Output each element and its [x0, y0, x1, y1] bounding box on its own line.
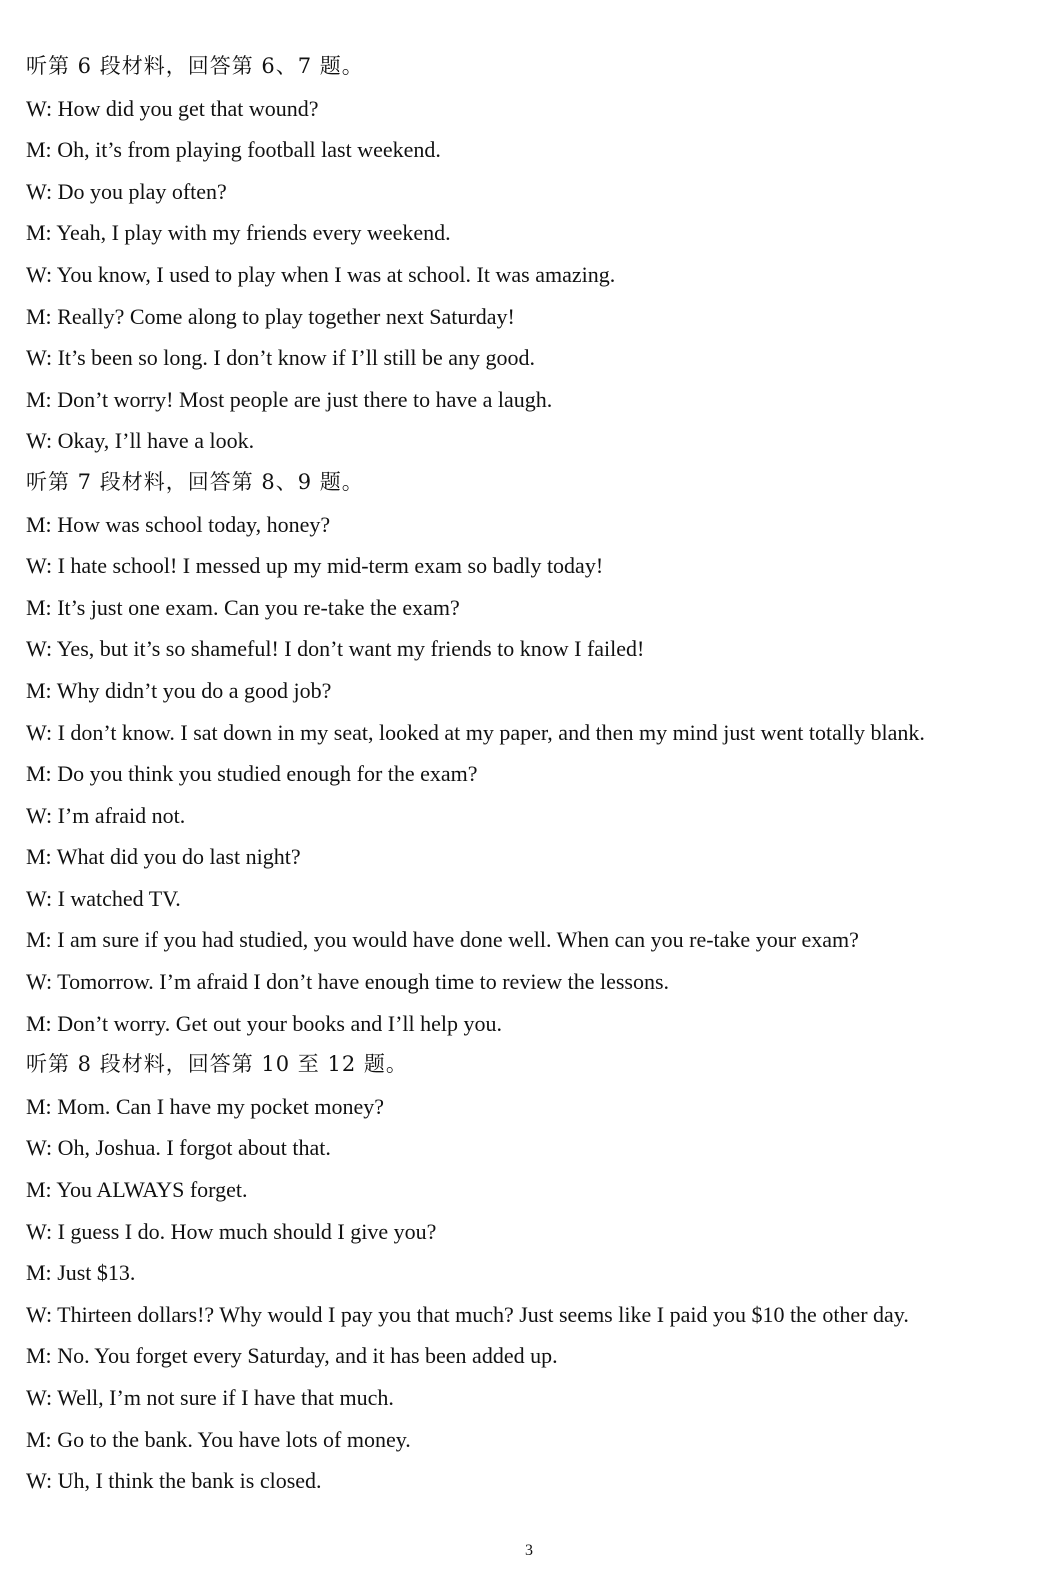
dialogue-text: You ALWAYS forget.	[56, 1177, 248, 1203]
dialogue-text: Really? Come along to play together next Saturday!	[57, 303, 515, 329]
speaker-label: M:	[26, 594, 52, 620]
speaker-label: W:	[26, 885, 53, 911]
dialogue-line	[26, 545, 1030, 587]
dialogue-line	[26, 212, 1030, 254]
dialogue-line	[26, 878, 1030, 920]
speaker-label: W:	[26, 636, 53, 662]
dialogue-text: I guess I do. How much should I give you?	[57, 1218, 437, 1244]
dialogue-text: How did you get that wound?	[57, 95, 319, 121]
speaker-label: M:	[26, 1177, 52, 1203]
dialogue-text: How was school today, honey?	[57, 511, 331, 537]
section-heading: 听第 6 段材料，回答第 6、7 题。	[26, 54, 364, 78]
dialogue-text: Okay, I’ll have a look.	[57, 428, 255, 454]
speaker-label: W:	[26, 1218, 53, 1244]
speaker-label: M:	[26, 220, 52, 246]
dialogue-line	[26, 712, 1030, 754]
dialogue-line	[26, 254, 1030, 296]
dialogue-text: I watched TV.	[57, 885, 181, 911]
speaker-label: W:	[26, 1301, 53, 1327]
dialogue-line	[26, 1377, 1030, 1419]
speaker-label: W:	[26, 1468, 53, 1494]
dialogue-line	[26, 1335, 1030, 1377]
dialogue-text: I’m afraid not.	[57, 802, 186, 828]
dialogue-line	[26, 1419, 1030, 1461]
dialogue-text: Uh, I think the bank is closed.	[57, 1468, 322, 1494]
dialogue-line	[26, 1460, 1030, 1502]
dialogue-line	[26, 1252, 1030, 1294]
dialogue-text: Yeah, I play with my friends every weekend.	[56, 220, 451, 246]
dialogue-text: Why didn’t you do a good job?	[56, 677, 332, 703]
dialogue-text: Tomorrow. I’m afraid I don’t have enough time to review the lessons.	[57, 969, 670, 995]
speaker-label: M:	[26, 761, 52, 787]
speaker-label: W:	[26, 969, 53, 995]
dialogue-line	[26, 296, 1030, 338]
dialogue-text: I am sure if you had studied, you would have done well. When can you re-take your exam?	[57, 927, 859, 953]
dialogue-line	[26, 337, 1030, 379]
speaker-label: W:	[26, 95, 53, 121]
speaker-label: M:	[26, 1343, 52, 1369]
dialogue-line	[26, 753, 1030, 795]
dialogue-line	[26, 1003, 1030, 1045]
dialogue-text: Don’t worry! Most people are just there to have a laugh.	[57, 386, 553, 412]
dialogue-text: No. You forget every Saturday, and it has been added up.	[57, 1343, 558, 1369]
dialogue-line	[26, 836, 1030, 878]
dialogue-text: I don’t know. I sat down in my seat, looked at my paper, and then my mind just went totally blank.	[57, 719, 925, 745]
dialogue-line	[26, 504, 1030, 546]
dialogue-line	[26, 171, 1030, 213]
dialogue-text: What did you do last night?	[56, 844, 301, 870]
dialogue-line	[26, 587, 1030, 629]
dialogue-line	[26, 88, 1030, 130]
dialogue-line	[26, 961, 1030, 1003]
dialogue-line	[26, 1086, 1030, 1128]
dialogue-line	[26, 1169, 1030, 1211]
speaker-label: M:	[26, 927, 52, 953]
dialogue-line	[26, 420, 1030, 462]
dialogue-text: Oh, it’s from playing football last weekend.	[57, 137, 441, 163]
speaker-label: M:	[26, 1426, 52, 1452]
speaker-label: M:	[26, 1010, 52, 1036]
dialogue-text: Don’t worry. Get out your books and I’ll help you.	[57, 1010, 503, 1036]
dialogue-line	[26, 129, 1030, 171]
dialogue-text: Well, I’m not sure if I have that much.	[57, 1385, 394, 1410]
dialogue-text: It’s been so long. I don’t know if I’ll still be any good.	[57, 345, 535, 371]
dialogue-wrapped-block	[26, 712, 1030, 754]
speaker-label: W:	[26, 428, 53, 454]
dialogue-text: Do you play often?	[57, 178, 227, 204]
section-heading: 听第 8 段材料，回答第 10 至 12 题。	[26, 1052, 408, 1077]
dialogue-text: It’s just one exam. Can you re-take the exam?	[57, 594, 460, 620]
speaker-label: M:	[26, 1093, 52, 1119]
dialogue-line	[26, 1211, 1030, 1253]
speaker-label: W:	[26, 1385, 53, 1410]
dialogue-text: Yes, but it’s so shameful! I don’t want my friends to know I failed!	[56, 636, 645, 662]
dialogue-text: I hate school! I messed up my mid-term exam so badly today!	[57, 553, 604, 579]
dialogue-text: Mom. Can I have my pocket money?	[57, 1093, 385, 1119]
dialogue-line	[26, 670, 1030, 712]
speaker-label: W:	[26, 553, 53, 579]
speaker-label: W:	[26, 345, 53, 371]
dialogue-text: You know, I used to play when I was at school. It was amazing.	[56, 261, 616, 287]
dialogue-line	[26, 1294, 1030, 1336]
dialogue-text: Oh, Joshua. I forgot about that.	[57, 1135, 331, 1161]
dialogue-text: Thirteen dollars!? Why would I pay you that much? Just seems like I paid you $10 the other day.	[57, 1301, 909, 1327]
speaker-label: M:	[26, 137, 52, 163]
dialogue-line	[26, 795, 1030, 837]
speaker-label: M:	[26, 677, 52, 703]
dialogue-line	[26, 628, 1030, 670]
dialogue-text: Do you think you studied enough for the exam?	[57, 761, 478, 787]
dialogue-line	[26, 379, 1030, 421]
dialogue-line	[26, 1127, 1030, 1169]
dialogue-text: Go to the bank. You have lots of money.	[57, 1426, 411, 1452]
speaker-label: M:	[26, 303, 52, 329]
speaker-label: M:	[26, 386, 52, 412]
speaker-label: M:	[26, 1260, 52, 1286]
speaker-label: W:	[26, 1135, 53, 1161]
speaker-label: M:	[26, 844, 52, 870]
speaker-label: W:	[26, 802, 53, 828]
speaker-label: W:	[26, 719, 53, 745]
dialogue-line	[26, 919, 1030, 961]
page-number: 3	[525, 1542, 533, 1559]
speaker-label: W:	[26, 178, 53, 204]
transcript	[26, 46, 1030, 1502]
dialogue-text: Just $13.	[57, 1260, 136, 1286]
section-heading: 听第 7 段材料，回答第 8、9 题。	[26, 469, 364, 494]
speaker-label: M:	[26, 511, 52, 537]
speaker-label: W:	[26, 261, 53, 287]
